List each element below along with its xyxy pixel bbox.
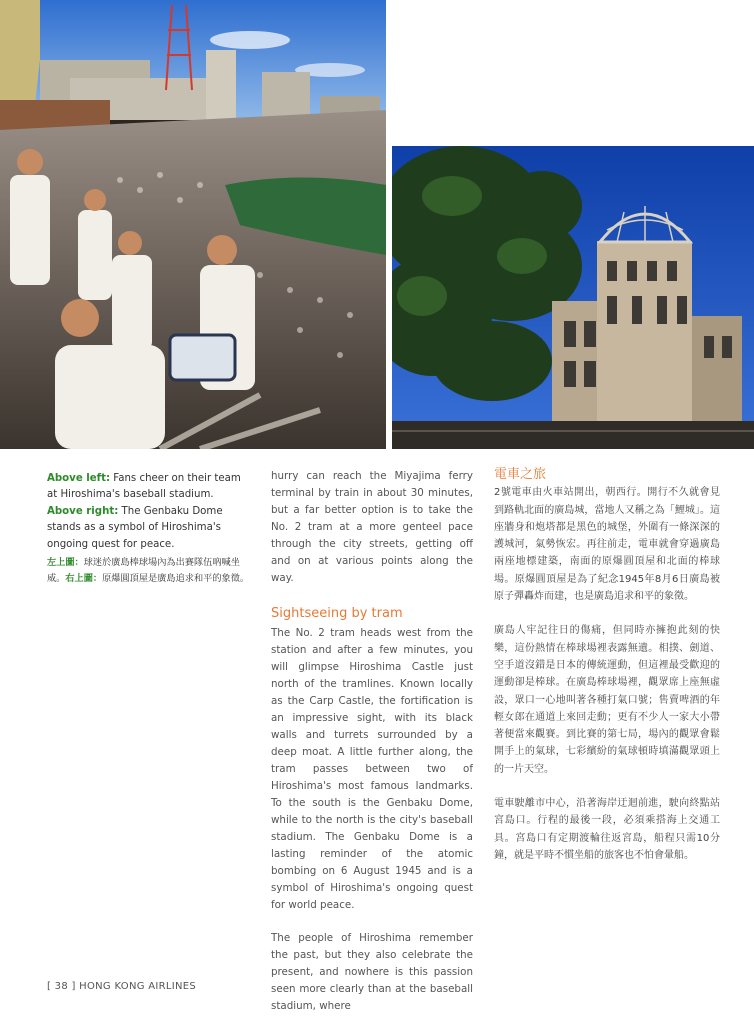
caption-chinese: [47, 555, 252, 586]
english-paragraph-1: hurry can reach the Miyajima ferry terminal by train in about 30 minutes, but a far better option is to take the No. 2 tram at a more genteel pace through the city streets, getting off and on at various points along the way.: [271, 470, 473, 584]
caption-cn-text-right: 原爆圓頂屋是廣島追求和平的象徵。: [102, 572, 250, 584]
chinese-paragraph-2: 廣島人牢記往日的傷痛，但同時亦擁抱此刻的快樂，這份熱情在棒球場裡表露無遺。相撲、劍道、空手道沒錯是日本的傳統運動，但這裡最受歡迎的運動卻是棒球。在廣島棒球場裡，觀眾席上座無虛設，眾口一心地叫著各種打氣口號；售賣啤酒的年輕女郎在通道上來回走動；更有不少人一家大小帶著便當來觀賽。到比賽的第七局，場內的觀眾會鬆開手上的氣球，七彩繽紛的氣球頓時填滿觀眾頭上的一片天空。: [494, 625, 720, 775]
english-subheading: Sightseeing by tram: [271, 606, 403, 621]
caption-cn-label-left: 左上圖：: [47, 557, 84, 569]
caption-text-right: The Genbaku Dome stands as a symbol of Hiroshima's ongoing quest for peace.: [47, 505, 223, 550]
caption-cn-text-left: 球迷於廣島棒球場內為出賽隊伍吶喊坐威。: [47, 557, 240, 584]
magazine-brand: HONG KONG AIRLINES: [75, 981, 197, 992]
chinese-article-column: [494, 466, 720, 864]
caption-cn-label-right: 右上圖：: [65, 572, 103, 584]
stadium-fans-photo: [0, 0, 386, 449]
chinese-paragraph-3: 電車駛離市中心，沿著海岸迂迴前進，駛向終點站宮島口。行程的最後一段，必須乘搭海上交通工具。宮島口有定期渡輪往返宮島，船程只需10分鐘，就是平時不慣坐船的旅客也不怕會暈船。: [494, 798, 720, 861]
english-paragraph-3: The people of Hiroshima remember the past, but they also celebrate the present, and nowhere is this passion seen more clearly than at the baseball stadium, where: [271, 932, 473, 1012]
caption-label-right: Above right:: [47, 505, 119, 517]
english-article-column: [271, 468, 473, 1015]
genbaku-dome-photo: [392, 146, 754, 449]
chinese-paragraph-1: 2號電車由火車站開出，朝西行。開行不久就會見到路軌北面的廣島城，當地人又稱之為「鯉城」。這座牆身和炮塔都是黑色的城堡，外圍有一條深深的護城河，氣勢恢宏。再往前走，電車就會穿過廣島兩座地標建築，南面的原爆圓頂屋和北面的棒球場。原爆圓頂屋是為了紀念1945年8月6日廣島被原子彈轟炸而建，也是廣島追求和平的象徵。: [494, 487, 720, 603]
page-number: [ 38 ]: [47, 981, 76, 992]
photo-caption: [47, 471, 252, 586]
caption-label-left: Above left:: [47, 473, 111, 484]
caption-text-left: Fans cheer on their team at Hiroshima's baseball stadium.: [47, 473, 241, 501]
chinese-subheading: 電車之旅: [494, 467, 547, 482]
page-footer: [47, 981, 196, 992]
english-paragraph-2: The No. 2 tram heads west from the station and after a few minutes, you will glimpse Hiroshima Castle just north of the tramlines. Known locally as the Carp Castle, the fortification is an impressive sight, with its black walls and turrets surrounded by a deep moat. A little further along, the tram passes between two of Hiroshima's most famous landmarks. To the south is the Genbaku Dome, while to the north is the city's baseball stadium. The Genbaku Dome is a lasting reminder of the atomic bombing on 6 August 1945 and is a symbol of Hiroshima's ongoing quest for world peace.: [271, 627, 473, 911]
